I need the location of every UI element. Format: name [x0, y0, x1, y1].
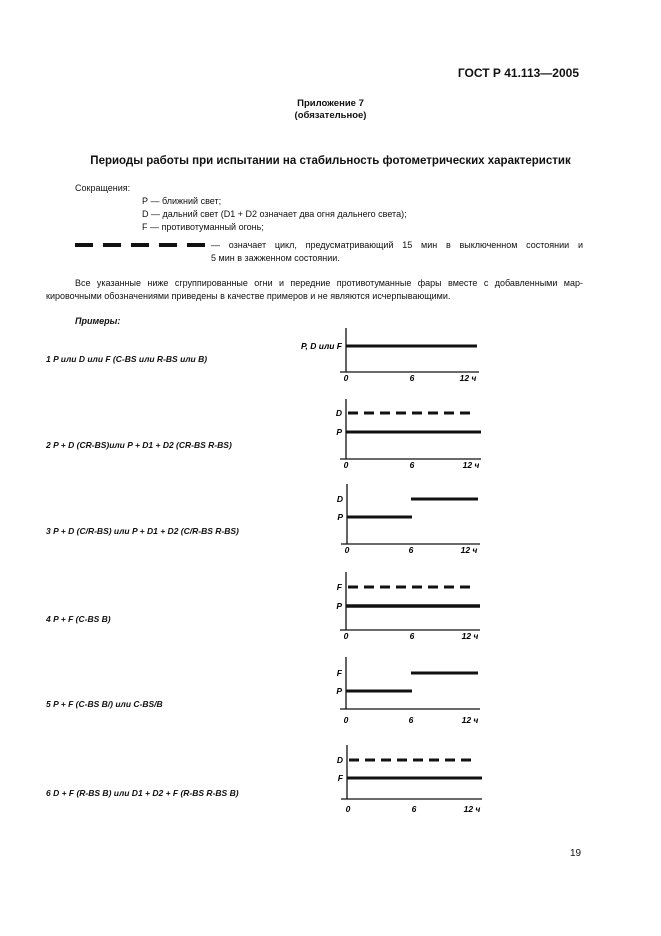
abbr-f: F — противотуманный огонь; [142, 222, 264, 232]
example-1-label: 1 P или D или F (C-BS или R-BS или B) [46, 354, 208, 364]
example-4-label: 4 P + F (C-BS B) [46, 614, 111, 624]
row-label-bottom: F [337, 773, 343, 783]
example-4-diagram [290, 570, 490, 644]
row-label: P, D или F [300, 341, 342, 351]
row-label-top: F [336, 582, 342, 592]
row-label-bottom: P [336, 601, 342, 611]
page-number: 19 [570, 848, 582, 859]
example-3-diagram [290, 482, 490, 556]
tick-12: 12 ч [459, 373, 477, 382]
tick-0: 0 [344, 545, 350, 555]
tick-6: 6 [409, 373, 415, 382]
standard-number: ГОСТ Р 41.113—2005 [457, 66, 579, 80]
example-1-diagram [290, 326, 490, 382]
annex-status: (обязательное) [294, 110, 367, 121]
tick-12: 12 ч [461, 715, 479, 725]
tick-0: 0 [343, 460, 349, 470]
row-label-bottom: P [336, 427, 342, 437]
cycle-legend-text-2: 5 мин в зажженном состоянии. [211, 253, 340, 263]
example-5-label: 5 P + F (C-BS B/) или C-BS/B [46, 699, 163, 709]
row-label-top: D [336, 755, 343, 765]
tick-0: 0 [343, 373, 349, 382]
example-5-diagram [290, 655, 490, 729]
annex-number: Приложение 7 [297, 98, 364, 109]
tick-6: 6 [409, 460, 415, 470]
intro-paragraph-2: кировочными обозначениями приведены в качестве примеров и не являются исчерпывающими. [46, 291, 451, 301]
tick-0: 0 [345, 804, 351, 814]
row-label-top: D [335, 408, 342, 418]
tick-6: 6 [408, 545, 414, 555]
abbr-d: D — дальний свет (D1 + D2 означает два огня дальнего света); [142, 209, 407, 219]
abbr-p: Р — ближний свет; [142, 196, 222, 206]
tick-6: 6 [409, 631, 415, 641]
intro-paragraph-1: Все указанные ниже сгруппированные огни и передние противотуманные фары вместе с добавленными мар- [75, 278, 583, 288]
tick-12: 12 ч [461, 631, 479, 641]
example-6-label: 6 D + F (R-BS B) или D1 + D2 + F (R-BS R-BS B) [46, 788, 239, 798]
abbreviations-heading: Сокращения: [75, 183, 131, 193]
tick-12: 12 ч [460, 545, 478, 555]
tick-0: 0 [343, 715, 349, 725]
example-3-label: 3 P + D (C/R-BS) или P + D1 + D2 (C/R-BS R-BS) [46, 526, 239, 536]
tick-12: 12 ч [462, 460, 480, 470]
cycle-legend-text-1: — означает цикл, предусматривающий 15 мин в выключенном состоянии и [211, 240, 583, 250]
example-2-diagram [290, 397, 490, 471]
row-label-top: D [336, 494, 343, 504]
tick-6: 6 [408, 715, 414, 725]
example-6-diagram [290, 743, 490, 817]
cycle-legend-dash [75, 243, 208, 247]
row-label-bottom: P [337, 512, 343, 522]
example-2-label: 2 P + D (CR-BS)или P + D1 + D2 (CR-BS R-BS) [46, 440, 232, 450]
tick-6: 6 [411, 804, 417, 814]
examples-heading: Примеры: [75, 316, 121, 326]
tick-12: 12 ч [463, 804, 481, 814]
tick-0: 0 [343, 631, 349, 641]
page-title: Периоды работы при испытании на стабильность фотометрических характеристик [90, 155, 571, 167]
row-label-top: F [336, 668, 342, 678]
row-label-bottom: P [336, 686, 342, 696]
annex-heading [0, 98, 661, 122]
